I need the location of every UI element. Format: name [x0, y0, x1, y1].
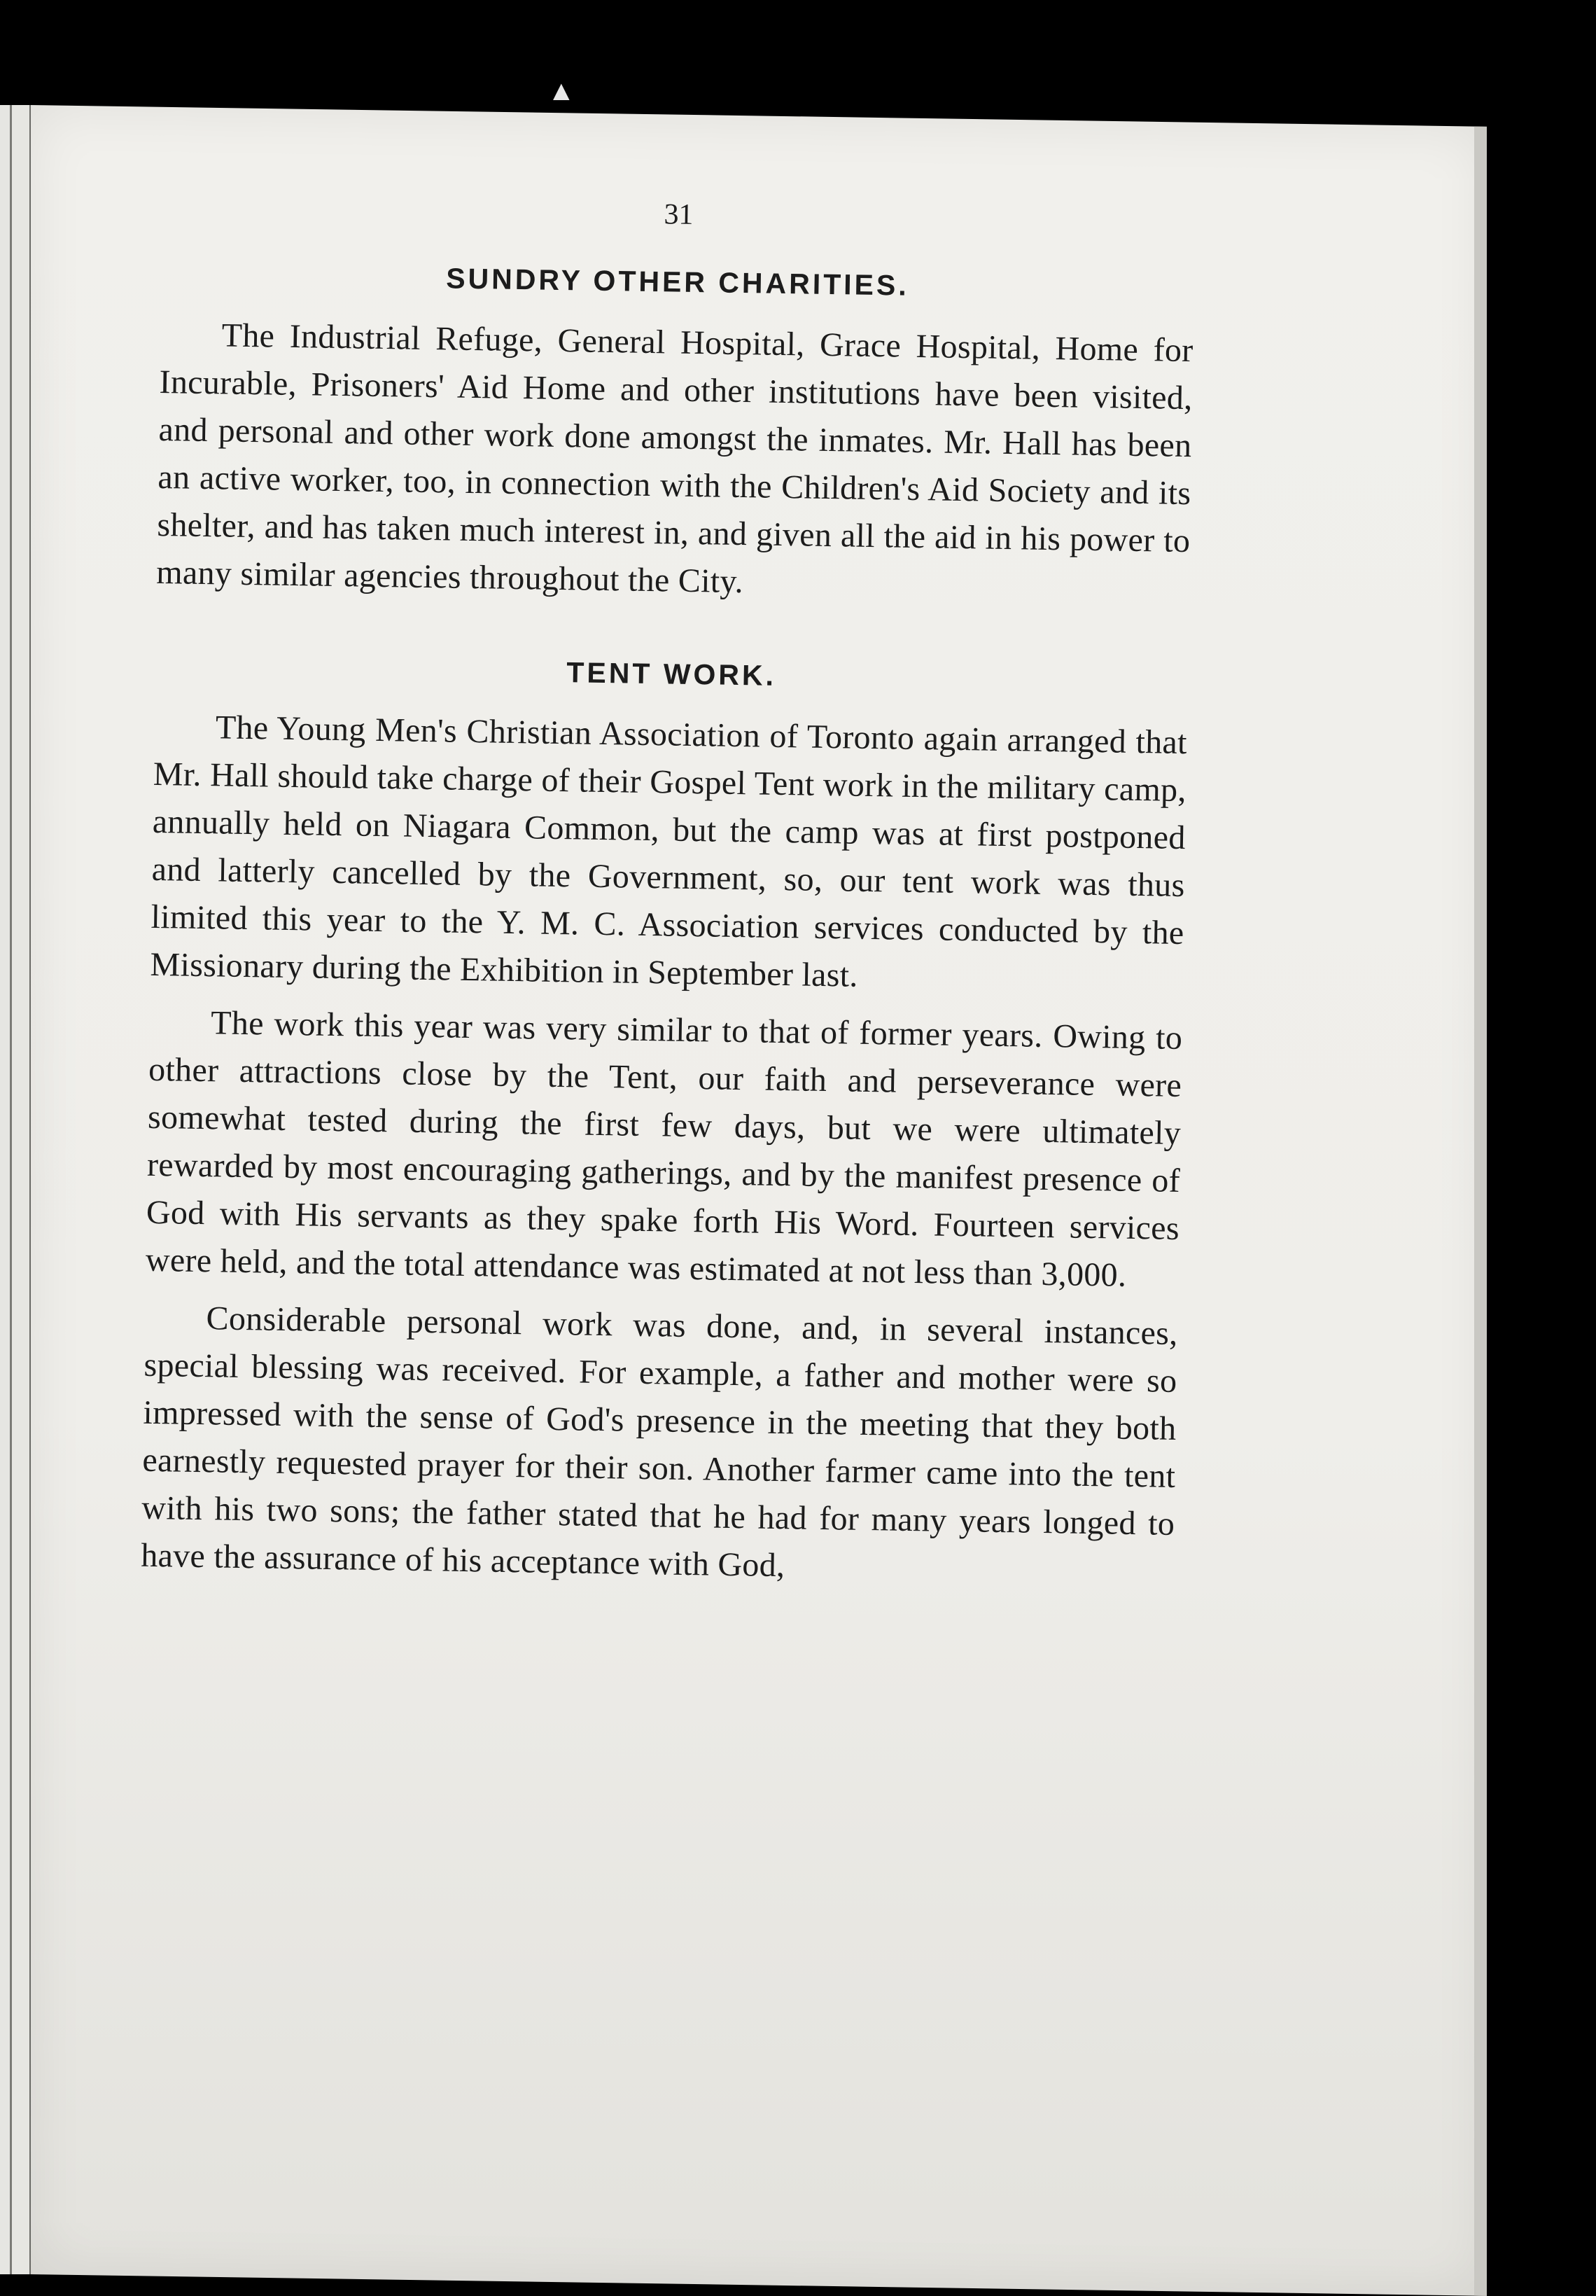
binding-line	[10, 105, 12, 2274]
section-title-tent-work: TENT WORK.	[566, 656, 777, 692]
paragraph: Considerable personal work was done, and, in several instances, special blessing was received. For example, a father and mother were so impressed with the sense of God's presence in the meeting that they both earnestly requested prayer for their son. Another farmer came into the tent with his two sons; the father stated that he had for many years longed to have the assurance of his acceptance with God,	[140, 1300, 1178, 1585]
paragraph: The Young Men's Christian Association of Toronto again arranged that Mr. Hall should take charge of their Gospel Tent work in the military camp, annually held on Niagara Common, but the camp was at first postponed and latterly cancelled by the Government, so, our tent work was thus limited this year to the Y. M. C. Association services conducted by the Missionary during the Exhibition in September last.	[150, 709, 1188, 994]
paragraph: The Industrial Refuge, General Hospital, Grace Hospital, Home for Incurable, Prisoners' Aid Home and other institutions have been visited, and personal and other work done amongst the inmates. Mr. Hall has been an active worker, too, in connection with the Children's Aid Society and its shelter, and has taken much interest in, and given all the aid in his power to many similar agencies throughout the City.	[155, 316, 1194, 601]
page-text	[141, 189, 1196, 1606]
paragraph: The work this year was very similar to that of former years. Owing to other attractions close by the Tent, our faith and perseverance were somewhat tested during the first few days, but we were ultimately rewarded by most encouraging gatherings, and by the manifest presence of God with His servants as they spake forth His Word. Fourteen services were held, and the total attendance was estimated at not less than 3,000.	[145, 1004, 1183, 1294]
page-number: 31	[664, 198, 694, 231]
page-right-edge	[1474, 127, 1487, 2296]
section-title-sundry-charities: SUNDRY OTHER CHARITIES.	[445, 262, 910, 302]
adjacent-page-edge	[0, 105, 31, 2274]
page-top-mark: ▲	[547, 75, 575, 106]
